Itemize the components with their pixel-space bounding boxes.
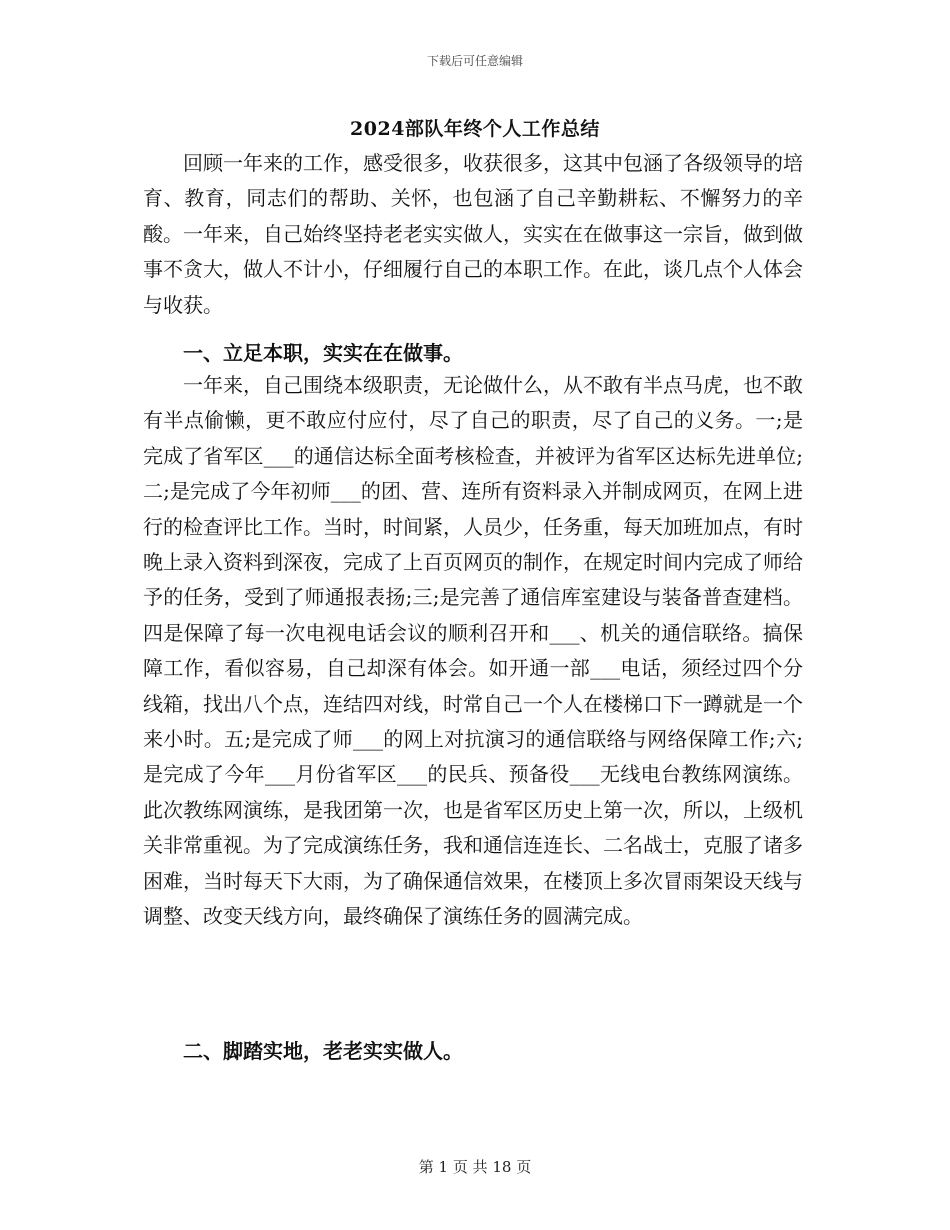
page-header-note: 下载后可任意编辑 xyxy=(426,54,523,68)
section-1-heading-block xyxy=(143,336,803,371)
section-1-paragraph: 一年来，自己围绕本级职责，无论做什么，从不敢有半点马虎，也不敢有半点偷懒，更不敢应付应付，尽了自己的职责，尽了自己的义务。一;是完成了省军区___的通信达标全面考核检查，并被评为省军区达标先进单位;二;是完成了今年初师___的团、营、连所有资料录入并制成网页，在网上进行的检查评比工作。当时，时间紧，人员少，任务重，每天加班加点，有时晚上录入资料到深夜，完成了上百页网页的制作，在规定时间内完成了师给予的任务，受到了师通报表扬;三;是完善了通信库室建设与装备普查建档。四是保障了每一次电视电话会议的顺利召开和___、机关的通信联络。搞保障工作，看似容易，自己却深有体会。如开通一部___电话，须经过四个分线箱，找出八个点，连结四对线，时常自己一个人在楼梯口下一蹲就是一个来小时。五;是完成了师___的网上对抗演习的通信联络与网络保障工作;六;是完成了今年___月份省军区___的民兵、预备役___无线电台教练网演练。此次教练网演练，是我团第一次，也是省军区历史上第一次，所以，上级机关非常重视。为了完成演练任务，我和通信连连长、二名战士，克服了诸多困难，当时每天下大雨，为了确保通信效果，在楼顶上多次冒雨架设天线与调整、改变天线方向，最终确保了演练任务的圆满完成。 xyxy=(143,373,803,929)
document-title: 2024部队年终个人工作总结 xyxy=(350,118,600,140)
intro-paragraph: 回顾一年来的工作，感受很多，收获很多，这其中包涵了各级领导的培育、教育，同志们的帮助、关怀，也包涵了自己辛勤耕耘、不懈努力的辛酸。一年来，自己始终坚持老老实实做人，实实在在做事这一宗旨，做到做事不贪大，做人不计小，仔细履行自己的本职工作。在此，谈几点个人体会与收获。 xyxy=(143,151,803,317)
section-2-heading: 二、脚踏实地，老老实实做人。 xyxy=(183,1039,463,1063)
section-1-body-block xyxy=(143,368,803,935)
section-2-heading-block xyxy=(143,1034,803,1069)
section-1-heading: 一、立足本职，实实在在做事。 xyxy=(183,341,463,365)
intro-block xyxy=(143,146,803,323)
page-number-footer: 第 1 页 共 18 页 xyxy=(418,1158,532,1176)
